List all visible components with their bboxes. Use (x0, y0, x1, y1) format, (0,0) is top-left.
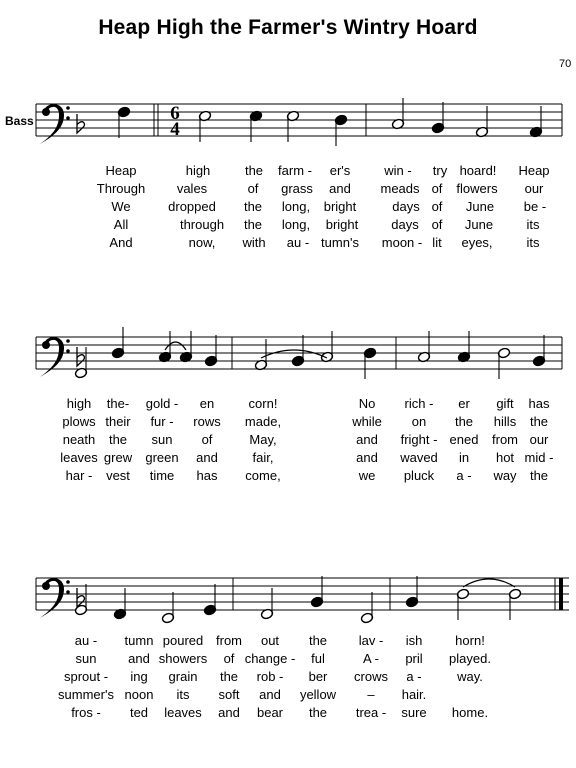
lyric-syllable: May, (249, 432, 277, 447)
lyric-syllable: – (367, 687, 375, 702)
lyric-syllable: au - (74, 633, 98, 648)
lyric-syllable: the (219, 669, 239, 684)
half-note (254, 339, 267, 371)
quarter-note (113, 588, 126, 620)
lyric-syllable: our (529, 432, 549, 447)
tie-slur (165, 342, 186, 350)
quarter-note (310, 576, 323, 608)
staff-system (36, 103, 562, 144)
lyric-syllable: tumn's (321, 235, 359, 250)
lyric-syllable: and (356, 450, 378, 465)
lyric-syllable: the (108, 432, 128, 447)
lyric-syllable: of (431, 181, 443, 196)
lyric-syllable: the (529, 414, 549, 429)
lyric-syllable: hills (493, 414, 517, 429)
lyric-syllable: June (464, 217, 494, 232)
lyric-syllable: and (329, 181, 351, 196)
lyric-syllable: A - (363, 651, 379, 666)
lyric-syllable: fright - (400, 432, 438, 447)
lyric-syllable: horn! (455, 633, 485, 648)
bass-clef-icon (40, 578, 70, 618)
quarter-note (334, 114, 347, 146)
lyric-syllable: vest (106, 468, 130, 483)
lyric-syllable: dropped (168, 199, 216, 214)
lyric-syllable: All (113, 217, 129, 232)
lyric-syllable: while (352, 414, 382, 429)
lyric-syllable: with (242, 235, 266, 250)
lyric-syllable: in (458, 450, 470, 465)
lyric-syllable: try (432, 163, 448, 178)
lyric-syllable: eyes, (461, 235, 493, 250)
lyric-syllable: and (128, 651, 150, 666)
lyric-syllable: hot (495, 450, 515, 465)
flat-icon (77, 114, 85, 133)
lyric-syllable: vales (176, 181, 208, 196)
lyric-syllable: change - (244, 651, 296, 666)
lyric-syllable: on (411, 414, 427, 429)
half-note (391, 98, 404, 130)
half-note (475, 106, 488, 138)
quarter-note (363, 347, 376, 379)
quarter-note (431, 102, 444, 134)
lyric-syllable: bright (323, 199, 357, 214)
quarter-note (529, 106, 542, 138)
lyric-syllable: rob - (256, 669, 284, 684)
lyric-syllable: grew (103, 450, 133, 465)
lyric-syllable: gift (496, 396, 514, 411)
lyric-syllable: ted (129, 705, 149, 720)
lyric-syllable: out (260, 633, 280, 648)
lyric-syllable: har - (65, 468, 93, 483)
lyric-syllable: from (492, 432, 518, 447)
lyric-syllable: ful (311, 651, 325, 666)
lyric-syllable: pluck (403, 468, 435, 483)
half-note (360, 592, 373, 624)
bass-clef-icon (40, 337, 70, 377)
lyric-syllable: of (223, 651, 235, 666)
lyric-syllable: sprout - (63, 669, 109, 684)
time-signature-top: 6 (170, 103, 180, 124)
lyric-syllable: hair. (401, 687, 427, 702)
lyric-syllable: of (201, 432, 213, 447)
lyric-syllable: through (179, 217, 225, 232)
lyric-syllable: Through (96, 181, 146, 196)
quarter-note (204, 335, 217, 367)
lyric-syllable: We (111, 199, 131, 214)
lyric-syllable: ing (130, 669, 148, 684)
time-signature-bottom: 4 (170, 119, 180, 140)
quarter-note (249, 110, 262, 142)
instrument-label: Bass (5, 114, 34, 128)
lyric-syllable: days (392, 199, 420, 214)
lyric-syllable: er (458, 396, 470, 411)
lyric-syllable: the (454, 414, 474, 429)
lyric-syllable: home. (451, 705, 489, 720)
lyric-syllable: mid - (524, 450, 554, 465)
lyric-syllable: has (196, 468, 218, 483)
lyric-syllable: from (216, 633, 242, 648)
lyric-syllable: and (356, 432, 378, 447)
lyric-syllable: moon - (381, 235, 423, 250)
quarter-note (457, 331, 470, 363)
lyric-syllable: showers (158, 651, 208, 666)
lyric-syllable: and (218, 705, 240, 720)
lyric-syllable: Heap (105, 163, 137, 178)
half-note (74, 584, 87, 616)
lyric-syllable: fair, (252, 450, 274, 465)
lyric-syllable: a - (406, 669, 422, 684)
lyric-syllable: corn! (248, 396, 278, 411)
lyric-syllable: we (358, 468, 376, 483)
half-note (286, 110, 299, 142)
lyric-syllable: trea - (355, 705, 387, 720)
lyric-syllable: crows (354, 669, 388, 684)
lyric-syllable: farm - (278, 163, 312, 178)
lyric-syllable: gold - (145, 396, 179, 411)
lyric-syllable: our (524, 181, 544, 196)
half-note (417, 331, 430, 363)
lyric-syllable: the (244, 163, 264, 178)
half-note (456, 588, 469, 620)
lyric-syllable: hoard! (459, 163, 497, 178)
lyric-syllable: pril (405, 651, 423, 666)
quarter-note (179, 331, 192, 363)
half-note (260, 588, 273, 620)
lyric-syllable: made, (244, 414, 282, 429)
lyric-syllable: Heap (518, 163, 550, 178)
lyric-syllable: fur - (150, 414, 174, 429)
lyric-syllable: leaves (60, 450, 98, 465)
lyric-syllable: way. (457, 669, 483, 684)
lyric-syllable: and (196, 450, 218, 465)
quarter-note (405, 576, 418, 608)
lyric-syllable: poured (162, 633, 204, 648)
lyric-syllable: time (149, 468, 175, 483)
quarter-note (532, 335, 545, 367)
half-note (320, 331, 333, 363)
lyric-syllable: waved (400, 450, 438, 465)
lyric-syllable: rows (193, 414, 221, 429)
lyric-syllable: grain (168, 669, 198, 684)
lyric-syllable: come, (245, 468, 281, 483)
lyric-syllable: lit (432, 235, 442, 250)
lyric-syllable: of (247, 181, 259, 196)
lyric-syllable: be - (523, 199, 547, 214)
lyric-syllable: high (185, 163, 211, 178)
lyric-syllable: its (526, 217, 540, 232)
bass-clef-icon (40, 104, 70, 144)
lyric-syllable: And (109, 235, 133, 250)
lyric-syllable: win - (384, 163, 412, 178)
lyric-syllable: green (145, 450, 179, 465)
half-note (508, 588, 521, 620)
lyric-syllable: sun (151, 432, 173, 447)
lyric-syllable: high (66, 396, 92, 411)
lyric-syllable: the (243, 199, 263, 214)
lyric-syllable: fros - (71, 705, 101, 720)
lyric-syllable: sure (401, 705, 427, 720)
lyric-syllable: of (431, 217, 443, 232)
lyric-syllable: leaves (164, 705, 202, 720)
lyric-syllable: au - (286, 235, 310, 250)
quarter-note (117, 106, 130, 138)
lyric-syllable: long, (281, 199, 311, 214)
lyric-syllable: days (391, 217, 419, 232)
lyric-syllable: the (308, 633, 328, 648)
lyric-syllable: soft (218, 687, 240, 702)
lyric-syllable: now, (188, 235, 216, 250)
lyric-syllable: ish (405, 633, 423, 648)
lyric-syllable: has (528, 396, 550, 411)
flat-icon (77, 588, 85, 607)
quarter-note (158, 331, 171, 363)
lyric-syllable: en (199, 396, 215, 411)
lyric-syllable: the (529, 468, 549, 483)
lyric-syllable: er's (329, 163, 351, 178)
half-note (497, 347, 510, 379)
lyric-syllable: rich - (404, 396, 434, 411)
lyric-syllable: No (358, 396, 376, 411)
lyric-syllable: the (243, 217, 263, 232)
lyric-syllable: of (431, 199, 443, 214)
lyric-syllable: the (308, 705, 328, 720)
flat-icon (77, 347, 85, 366)
lyric-syllable: ber (308, 669, 328, 684)
lyric-syllable: played. (449, 651, 491, 666)
final-barline (559, 578, 563, 610)
lyric-syllable: and (259, 687, 281, 702)
lyric-syllable: meads (380, 181, 420, 196)
lyric-syllable: way (493, 468, 517, 483)
half-note (161, 592, 174, 624)
lyric-syllable: sun (75, 651, 97, 666)
lyric-syllable: summer's (58, 687, 114, 702)
lyric-syllable: bright (325, 217, 359, 232)
lyric-syllable: yellow (299, 687, 337, 702)
lyric-syllable: ened (449, 432, 479, 447)
lyric-syllable: plows (62, 414, 96, 429)
half-note (198, 110, 211, 142)
lyric-syllable: tumn (124, 633, 154, 648)
lyric-syllable: its (176, 687, 190, 702)
lyric-syllable: their (105, 414, 131, 429)
tie-slur (261, 350, 327, 358)
lyric-syllable: noon (124, 687, 154, 702)
page-title: Heap High the Farmer's Wintry Hoard (98, 16, 478, 39)
lyric-syllable: June (465, 199, 495, 214)
lyric-syllable: its (526, 235, 540, 250)
quarter-note (203, 584, 216, 616)
lyric-syllable: long, (281, 217, 311, 232)
lyric-syllable: bear (256, 705, 284, 720)
quarter-note (111, 327, 124, 359)
lyric-syllable: the- (106, 396, 130, 411)
lyric-syllable: neath (62, 432, 96, 447)
page-number: 70 (559, 58, 572, 70)
lyric-syllable: a - (456, 468, 472, 483)
lyric-syllable: lav - (358, 633, 384, 648)
lyric-syllable: grass (281, 181, 313, 196)
lyric-syllable: flowers (456, 181, 498, 196)
